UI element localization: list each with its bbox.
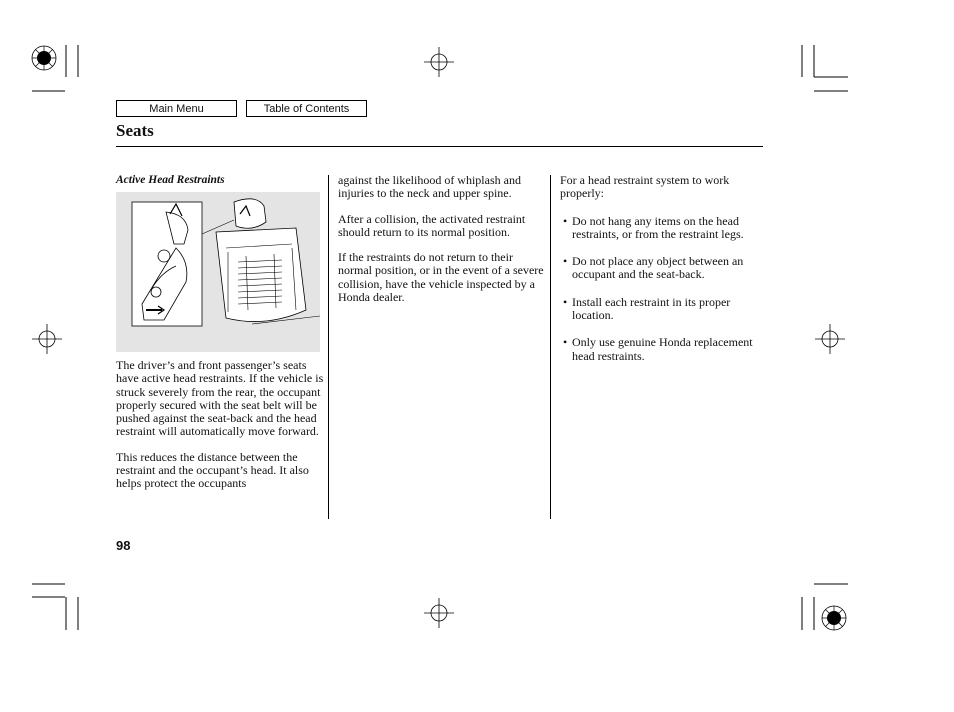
bullet-icon: • [563, 254, 568, 269]
body-paragraph: After a collision, the activated restraint should return to its normal position. [338, 211, 526, 239]
head-restraint-illustration [116, 192, 320, 352]
column-3 [560, 174, 768, 377]
column-2 [338, 174, 546, 316]
body-paragraph: If the restraints do not return to their normal position, or in the event of a severe collision, have the vehicle inspected by a Honda dealer. [338, 250, 544, 305]
bullet-icon: • [563, 213, 568, 228]
list-item-text: Do not hang any items on the head restraints, or from the restraint legs. [572, 213, 744, 241]
column-1-body [116, 359, 324, 503]
body-paragraph: The driver’s and front passenger’s seats have active head restraints. If the vehicle is struck severely from the rear, the occupant properly secured with the seat belt will be pushed against the seat-back and the head restraint will automatically move forward. [116, 358, 324, 439]
page-number: 98 [116, 538, 131, 553]
seat-diagram-icon [116, 192, 320, 352]
body-paragraph: This reduces the distance between the restraint and the occupant’s head. It also helps protect the occupants [116, 449, 309, 491]
list-item [560, 296, 768, 323]
section-subheading: Active Head Restraints [116, 174, 225, 186]
list-item-text: Do not place any object between an occupant and the seat-back. [572, 254, 744, 282]
body-paragraph: For a head restraint system to work properly: [560, 173, 730, 201]
column-1 [116, 174, 324, 187]
list-item [560, 215, 768, 242]
list-item [560, 255, 768, 282]
body-paragraph: against the likelihood of whiplash and injuries to the neck and upper spine. [338, 173, 521, 201]
list-item-text: Install each restraint in its proper location. [572, 294, 731, 323]
list-item-text: Only use genuine Honda replacement head restraints. [572, 335, 753, 363]
page-title: Seats [116, 121, 154, 140]
title-rule [116, 146, 763, 147]
column-divider [328, 175, 329, 519]
bullet-icon: • [563, 335, 568, 350]
table-of-contents-button[interactable]: Table of Contents [246, 100, 367, 117]
column-divider [550, 175, 551, 519]
bullet-icon: • [563, 294, 568, 309]
main-menu-button[interactable]: Main Menu [116, 100, 237, 117]
list-item [560, 336, 768, 363]
